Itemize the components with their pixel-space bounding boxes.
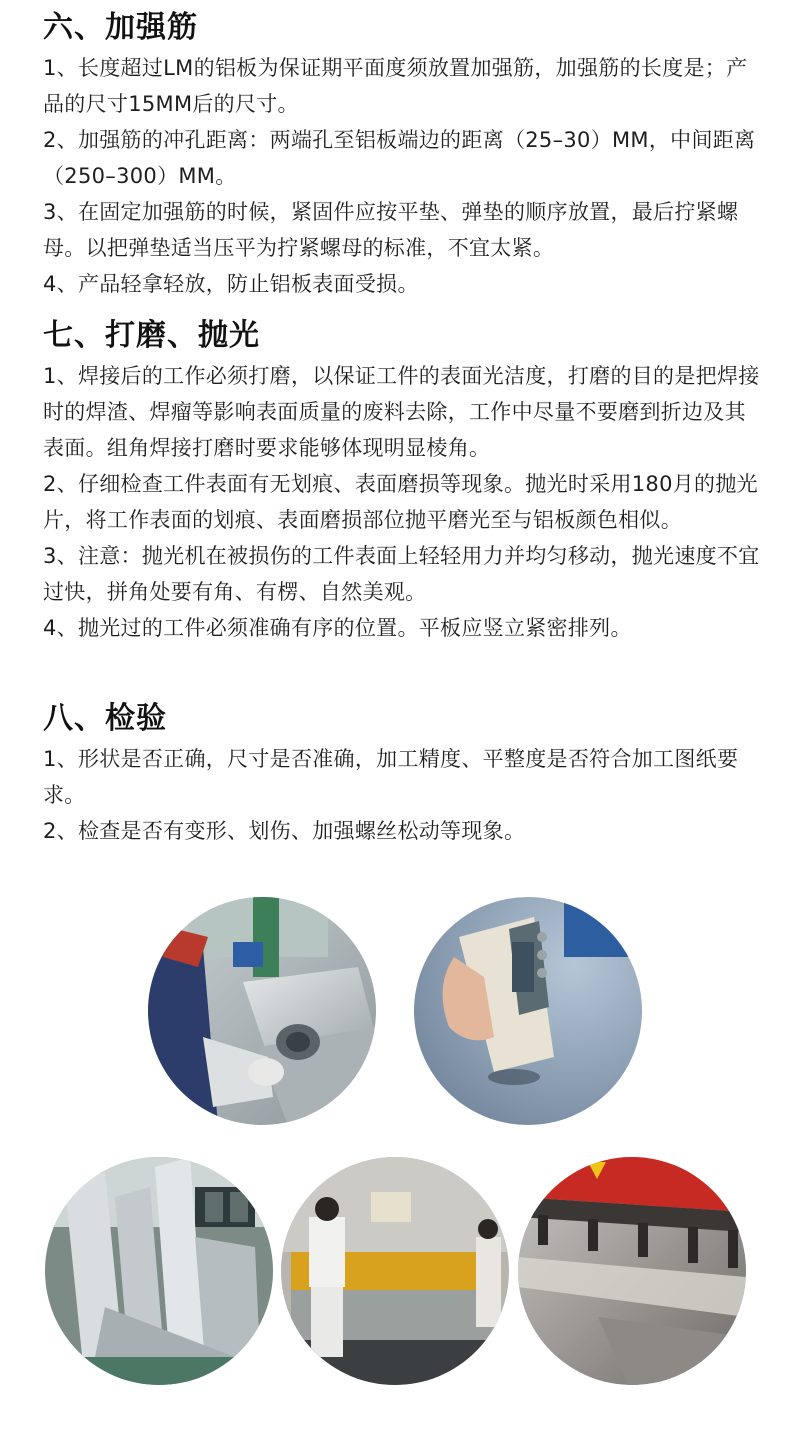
gloss-meter-photo [414, 897, 642, 1125]
section-grinding-polishing [43, 314, 763, 646]
paragraph: 2、仔细检查工件表面有无划痕、表面磨损等现象。抛光时采用180月的抛光片，将工作表面的划痕、表面磨损部位抛平磨光至与铝板颜色相似。 [43, 472, 758, 532]
panel-stack-photo [45, 1157, 273, 1385]
section-inspection [43, 697, 763, 849]
paragraph: 2、加强筋的冲孔距离：两端孔至铝板端边的距离（25–30）MM，中间距离（250–300）MM。 [43, 128, 756, 188]
shearing-machine-photo [518, 1157, 746, 1385]
paragraph: 4、产品轻拿轻放，防止铝板表面受损。 [43, 272, 419, 296]
paragraph: 4、抛光过的工件必须准确有序的位置。平板应竖立紧密排列。 [43, 616, 632, 640]
section-title: 八、检验 [43, 701, 167, 736]
paragraph: 2、检查是否有变形、划伤、加强螺丝松动等现象。 [43, 819, 526, 843]
paragraph: 1、焊接后的工作必须打磨，以保证工件的表面光洁度，打磨的目的是把焊接时的焊渣、焊瘤等影响表面质量的废料去除，工作中尽量不要磨到折边及其表面。组角焊接打磨时要求能够体现明显棱角。 [43, 364, 760, 460]
grinding-photo [148, 897, 376, 1125]
paragraph: 3、注意：抛光机在被损伤的工件表面上轻轻用力并均匀移动，抛光速度不宜过快，拼角处要有角、有楞、自然美观。 [43, 544, 760, 604]
press-brake-photo [281, 1157, 509, 1385]
section-title: 七、打磨、抛光 [43, 318, 260, 353]
paragraph: 1、形状是否正确，尺寸是否准确，加工精度、平整度是否符合加工图纸要求。 [43, 747, 739, 807]
paragraph: 3、在固定加强筋的时候，紧固件应按平垫、弹垫的顺序放置，最后拧紧螺母。以把弹垫适当压平为拧紧螺母的标准，不宜太紧。 [43, 200, 739, 260]
section-title: 六、加强筋 [43, 10, 198, 45]
section-reinforcing-ribs [43, 6, 763, 302]
paragraph: 1、长度超过LM的铝板为保证期平面度须放置加强筋，加强筋的长度是；产品的尺寸15MM后的尺寸。 [43, 56, 748, 116]
